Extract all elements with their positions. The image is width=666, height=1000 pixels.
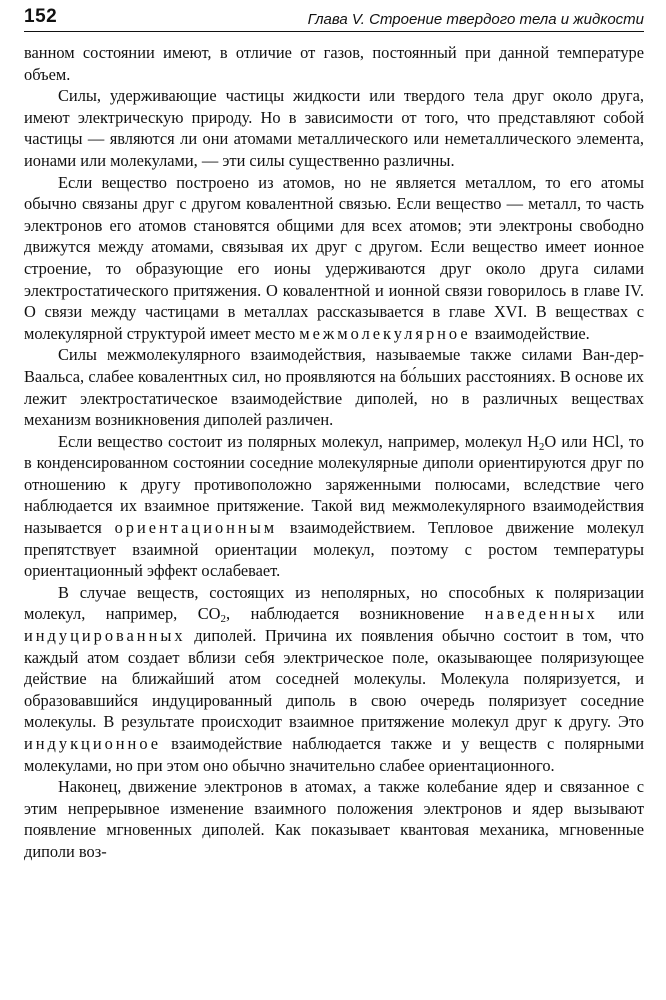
paragraph-5-text-a: Если вещество состоит из полярных молекул, например, молекул H xyxy=(58,431,539,451)
term-induced-2: индуцированных xyxy=(24,626,186,646)
paragraph-3-text-a: Если вещество построено из атомов, но не является металлом, то его атомы обычно связаны друг с другом ковалентной связью. Если вещество — металл, то часть электронов его атомов становятся общими для всех атомов; эти электроны свободно движутся между атомами, связывая их друг с другом. Если вещество имеет ионное строение, то образующие его ионы удерживаются друг около друга силами электростатического притяжения. О ковалентной и ионной связи говорилось в главе IV. О связи между частицами в металлах рассказывается в главе XVI. В веществах с молекулярной структурой имеет место xyxy=(24,172,644,343)
paragraph-5-text-b: O или HCl, то в конденсированном состоянии соседние молекулярные диполи ориентируются друг по отношению к другу противоположно заряженными полюсами, вследствие чего наблюдается их взаимное притяжение. Такой вид межмолекулярного взаимодействия называется xyxy=(24,431,644,538)
subscript-h2o: 2 xyxy=(538,440,545,453)
paragraph-3-text-b: взаимодействие. xyxy=(474,323,590,343)
term-intermolecular: межмолекулярное xyxy=(299,323,471,343)
paragraph-6-text-c: или xyxy=(618,604,644,624)
paragraph-6-text-e: взаимодействие наблюдается также и у веществ с полярными молекулами, но при этом оно обычно значительно слабее ориентационного. xyxy=(24,734,644,775)
paragraph-6 xyxy=(24,582,644,776)
paragraph-5-text-c: взаимодействием. Тепловое движение молекул препятствует взаимной ориентации молекул, поэтому с ростом температуры ориентационный эффект ослабевает. xyxy=(24,518,644,581)
term-induced: наведенных xyxy=(484,604,598,624)
paragraph-2: Силы, удерживающие частицы жидкости или твердого тела друг около друга, имеют электрическую природу. Но в зависимости от того, что представляют собой частицы — являются ли они атомами металлического или неметаллического элемента, ионами или молекулами, — эти силы существенно различны. xyxy=(24,86,644,170)
paragraph-6-text-d: диполей. Причина их появления обычно состоит в том, что каждый атом создает вблизи себя электрическое поле, оказывающее поляризующее действие на ближайший атом соседней молекулы. Молекула поляризуется, и образовавшийся индуцированный диполь в свою очередь поляризует соседние молекулы. В результате происходит взаимное притяжение молекул друг к другу. Это xyxy=(24,626,644,732)
paragraph-6-text-b: , наблюдается возникновение xyxy=(226,604,465,624)
paragraph-1: ванном состоянии имеют, в отличие от газов, постоянный при данной температуре объем. xyxy=(24,43,644,84)
paragraph-6-text-a: В случае веществ, состоящих из неполярных, но способных к поляризации молекул, например, CO xyxy=(24,582,644,624)
paragraph-7: Наконец, движение электронов в атомах, а также колебание ядер и связанное с этим непрерывное изменение взаимного положения электронов и ядер вызывают появление мгновенных диполей. Как показывает квантовая механика, мгновенные диполи воз- xyxy=(24,777,644,861)
paragraph-3 xyxy=(24,172,644,345)
term-orientational: ориентационным xyxy=(114,518,278,538)
subscript-co2: 2 xyxy=(220,613,227,626)
term-induction: индукционное xyxy=(24,734,161,753)
running-header xyxy=(24,6,644,32)
paragraph-4: Силы межмолекулярного взаимодействия, называемые также силами Ван-дер-Ваальса, слабее ковалентных сил, но проявляются на бо́льших расстояниях. В основе их лежит электростатическое взаимодействие диполей, но в различных веществах механизм возникновения диполей различен. xyxy=(24,345,644,430)
page-body xyxy=(24,42,644,863)
chapter-title: Глава V. Строение твердого тела и жидкости xyxy=(307,11,644,28)
paragraph-5 xyxy=(24,431,644,582)
page-number: 152 xyxy=(24,6,58,27)
